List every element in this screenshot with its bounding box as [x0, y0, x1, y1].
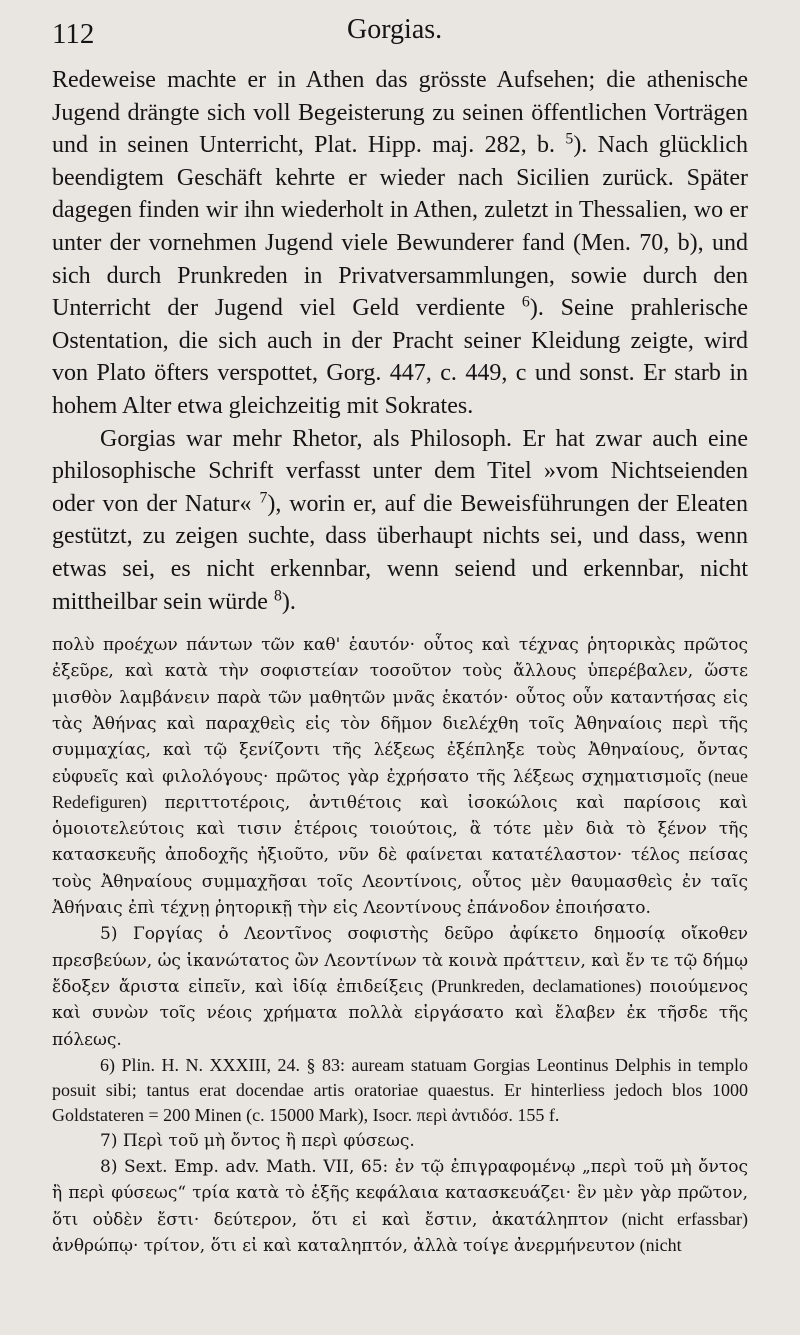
paragraph-2-text-a: Gorgias war mehr Rhetor, als Philosoph. Er hat zwar auch eine philosophische Schrift verfasst unter dem Titel »vom Nichtseienden oder von der Natur«: [52, 425, 748, 517]
paragraph-2-text-b: ), worin er, auf die Beweisführungen der Eleaten gestützt, zu zeigen suchte, dass überhaupt nichts sei, und dass, wenn etwas sei, es nicht erkennbar, wenn seiend und erkennbar, nicht mittheilbar sein würde: [52, 490, 748, 615]
page-number: 112: [52, 18, 95, 50]
footnote-ref-5: 5: [565, 130, 574, 148]
footnote-5-greek-a: 5) Γοργίας ὁ Λεοντῖνος σοφιστὴς δεῦρο ἀφίκετο δημοσίᾳ οἴκοθεν πρεσβεύων, ὡς ἱκανώτατος ὢν Λεοντίνων τὰ κοινὰ πράττειν, καὶ ἔν τε τῷ δήμῳ ἔδοξεν ἄριστα εἰπεῖν, καὶ ἰδίᾳ ἐπιδείξεις: [52, 924, 748, 997]
footnote-5-gloss: (Prunkreden, declamationes): [431, 975, 642, 996]
paragraph-1: [52, 64, 748, 423]
paragraph-2-text-c: ).: [281, 588, 296, 615]
footnote-8: [52, 1154, 748, 1259]
footnote-4-greek-a: πολὺ προέχων πάντων τῶν καθ' ἑαυτόν· οὗτος καὶ τέχνας ῥητορικὰς πρῶτος ἐξεῦρε, καὶ κατὰ τὴν σοφιστείαν τοσοῦτον τοὺς ἄλλους ὑπερέβαλεν, ὥστε μισθὸν λαμβάνειν παρὰ τῶν μαθητῶν μνᾶς ἑκατόν· οὗτος οὖν καταντήσας εἰς τὰς Ἀθήνας καὶ παραχθεὶς εἰς τὸν δῆμον διελέχθη τοῖς Ἀθηναίοις περὶ τῆς συμμαχίας, καὶ τῷ ξενίζοντι τῆς λέξεως ἐξέπληξε τοὺς Ἀθηναίους, ὄντας εὐφυεῖς καὶ φιλολόγους· πρῶτος γὰρ ἐχρήσατο τῆς λέξεως σχηματισμοῖς: [52, 635, 748, 787]
footnote-8-gloss-a: (nicht erfassbar): [621, 1208, 748, 1229]
footnote-4-greek-b: περιττοτέροις, ἀντιθέτοις καὶ ἰσοκώλοις καὶ παρίσοις καὶ ὁμοιοτελεύτοις καὶ τισιν ἑτέροις τοιούτοις, ἃ τότε μὲν διὰ τὸ ξένον τῆς κατασκευῆς ἀποδοχῆς ἠξιοῦτο, νῦν δὲ φαίνεται κατατέλαστον· τέλος πείσας τοὺς Ἀθηναίους συμμαχῆσαι τοῖς Λεοντίνοις, οὗτος μὲν θαυμασθεὶς ἐν ταῖς Ἀθήναις ἐπὶ τέχνῃ ῥητορικῇ τὴν εἰς Λεοντίνους ἐπάνοδον ἐποιήσατο.: [52, 792, 749, 919]
footnote-8-gloss-b: (nicht: [639, 1234, 682, 1255]
footnote-6: 6) Plin. H. N. XXXIII, 24. § 83: auream statuam Gorgias Leontinus Delphis in templo posuit sibi; tantus erat docendae artis oratoriae quaestus. Er hinterliess jedoch blos 1000 Goldstateren = 200 Minen (c. 15000 Mark), Isocr. περὶ ἀντιδόσ. 155 f.: [52, 1054, 748, 1126]
paragraph-1-text-c: ). Seine prahlerische Ostentation, die sich auch in der Pracht seiner Kleidung zeigte, wird von Plato öfters verspottet, Gorg. 447, c. 449, c und sonst. Er starb in hohem Alter etwa gleichzeitig mit Sokrates.: [52, 295, 748, 419]
running-title: Gorgias.: [347, 14, 443, 45]
footnote-ref-6: 6: [521, 293, 530, 311]
footnote-7: 7) Περὶ τοῦ μὴ ὄντος ἢ περὶ φύσεως.: [100, 1130, 415, 1151]
footnote-8-greek-b: ἀνθρώπῳ· τρίτον, ὅτι εἰ καὶ καταληπτόν, ἀλλὰ τοίγε ἀνερμήνευτον: [52, 1235, 636, 1256]
footnote-8-greek-a: 8) Sext. Emp. adv. Math. VII, 65: ἐν τῷ ἐπιγραφομένῳ „περὶ τοῦ μὴ ὄντος ἢ περὶ φύσεως“ τρία κατὰ τὸ ἑξῆς κεφάλαια κατασκευάζει· ἓν μὲν γὰρ πρῶτον, ὅτι οὐδὲν ἔστι· δεύτερον, ὅτι εἰ καὶ ἔστιν, ἀκατάληπτον: [52, 1157, 748, 1230]
footnote-5: [52, 921, 748, 1052]
footnote-4-gloss: (neue Redefiguren): [52, 765, 749, 812]
footnotes: [52, 632, 748, 1259]
footnote-4-continuation: [52, 632, 748, 921]
paragraph-1-text-a: Redeweise machte er in Athen das grösste Aufsehen; die athenische Jugend drängte sich voll Begeisterung zu seinen öffentlichen Vorträgen und in seinen Unterricht, Plat. Hipp. maj. 282, b.: [52, 67, 748, 159]
footnote-ref-7: 7: [259, 489, 268, 507]
paragraph-2: [52, 423, 748, 619]
main-text: [52, 64, 748, 618]
paragraph-1-text-b: ). Nach glücklich beendigtem Geschäft kehrte er wieder nach Sicilien zurück. Später dagegen finden wir ihn wiederholt in Athen, zuletzt in Thessalien, wo er unter der vornehmen Jugend viele Bewunderer fand (Men. 70, b), und sich durch Prunkreden in Privatversammlungen, sowie durch den Unterricht der Jugend viel Geld verdiente: [52, 132, 749, 322]
footnote-ref-8: 8: [273, 586, 282, 604]
footnote-5-greek-b: ποιούμενος καὶ συνὼν τοῖς νέοις χρήματα πολλὰ εἰργάσατο καὶ ἔλαβεν ἐκ τῆσδε τῆς πόλεως.: [52, 976, 749, 1050]
